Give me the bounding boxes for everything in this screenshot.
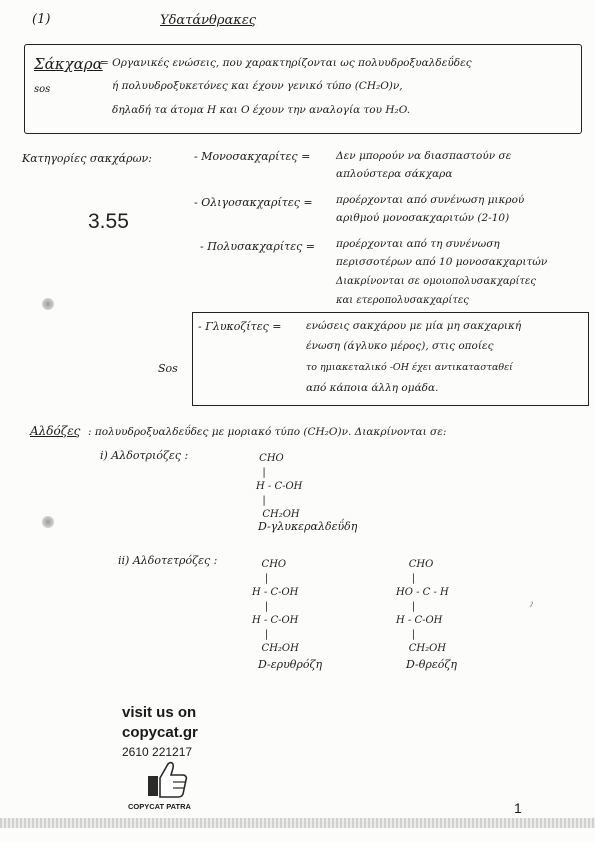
tetrose2-name: D-θρεόζη xyxy=(406,658,457,671)
tetrose1-name: D-ερυθρόζη xyxy=(258,658,323,671)
gluco-text-1: ενώσεις σακχάρου με μία μη σακχαρική xyxy=(306,320,522,332)
logo-label: COPYCAT PATRA xyxy=(128,802,191,811)
page-title: Υδατάνθρακες xyxy=(160,13,257,28)
gluco-text-3: το ημιακεταλικό -OH έχει αντικατασταθεί xyxy=(306,362,513,373)
definition-term: Σάκχαρα xyxy=(34,55,103,73)
visit-line-2: copycat.gr xyxy=(122,724,198,741)
poly-text-1: προέρχονται από τη συνένωση xyxy=(336,238,500,250)
pen-mark: ˀ xyxy=(530,600,534,614)
gluco-text-4: από κάποια άλλη ομάδα. xyxy=(306,382,439,394)
definition-line-2: ή πολυυδροξυκετόνες και έχουν γενικό τύπο (CH₂O)ν, xyxy=(112,80,403,92)
oligo-text-1: προέρχονται από συνένωση μικρού xyxy=(336,194,525,206)
page-number: 1 xyxy=(514,800,522,816)
gluco-side-note: Sos xyxy=(158,362,178,375)
mono-text-2: απλούστερα σάκχαρα xyxy=(336,168,453,180)
page-marker: (1) xyxy=(32,12,51,27)
definition-line-1: = Οργανικές ενώσεις, που χαρακτηρίζονται ως πολυυδροξυαλδεΰδες xyxy=(100,57,472,69)
mono-label: - Μονοσακχαρίτες = xyxy=(194,150,311,163)
definition-side-note: sos xyxy=(34,84,51,95)
punch-hole-2 xyxy=(42,516,54,528)
punch-hole-1 xyxy=(42,298,54,310)
aldoses-text: : πολυυδροξυαλδεΰδες με μοριακό τύπο (CH₂O)ν. Διακρίνονται σε: xyxy=(88,426,447,438)
triose-name: D-γλυκεραλδεΰδη xyxy=(258,520,358,533)
oligo-label: - Ολιγοσακχαρίτες = xyxy=(194,196,313,209)
poly-text-3: Διακρίνονται σε ομοιοπολυσακχαρίτες xyxy=(336,276,536,287)
triose-formula: CHO | H - C-OH | CH₂OH xyxy=(256,453,303,520)
visit-line-1: visit us on xyxy=(122,704,197,721)
tetroses-label: ii) Αλδοτετρόζες : xyxy=(118,554,218,567)
poly-text-4: και ετεροπολυσακχαρίτες xyxy=(336,295,469,306)
tetrose1-formula: CHO | H - C-OH | H - C-OH | CH₂OH xyxy=(252,559,299,654)
stamp-number: 3.55 xyxy=(88,210,129,233)
tetrose2-formula: CHO | HO - C - H | H - C-OH | CH₂OH xyxy=(396,559,449,654)
poly-label: - Πολυσακχαρίτες = xyxy=(200,240,315,253)
categories-heading: Κατηγορίες σακχάρων: xyxy=(22,152,152,165)
oligo-text-2: αριθμού μονοσακχαριτών (2-10) xyxy=(336,212,510,224)
definition-line-3: δηλαδή τα άτομα H και O έχουν την αναλογία του H₂O. xyxy=(112,104,411,116)
phone-number: 2610 221217 xyxy=(122,745,193,759)
thumbs-up-icon xyxy=(146,758,188,800)
gluco-text-2: ένωση (άγλυκο μέρος), στις οποίες xyxy=(306,340,494,352)
poly-text-2: περισσοτέρων από 10 μονοσακχαριτών xyxy=(336,256,548,268)
scan-edge-strip xyxy=(0,818,595,828)
aldoses-heading: Αλδόζες xyxy=(30,424,81,438)
gluco-label: - Γλυκοζίτες = xyxy=(198,320,282,333)
mono-text-1: Δεν μπορούν να διασπαστούν σε xyxy=(336,150,512,162)
trioses-label: i) Αλδοτριόζες : xyxy=(100,449,189,462)
